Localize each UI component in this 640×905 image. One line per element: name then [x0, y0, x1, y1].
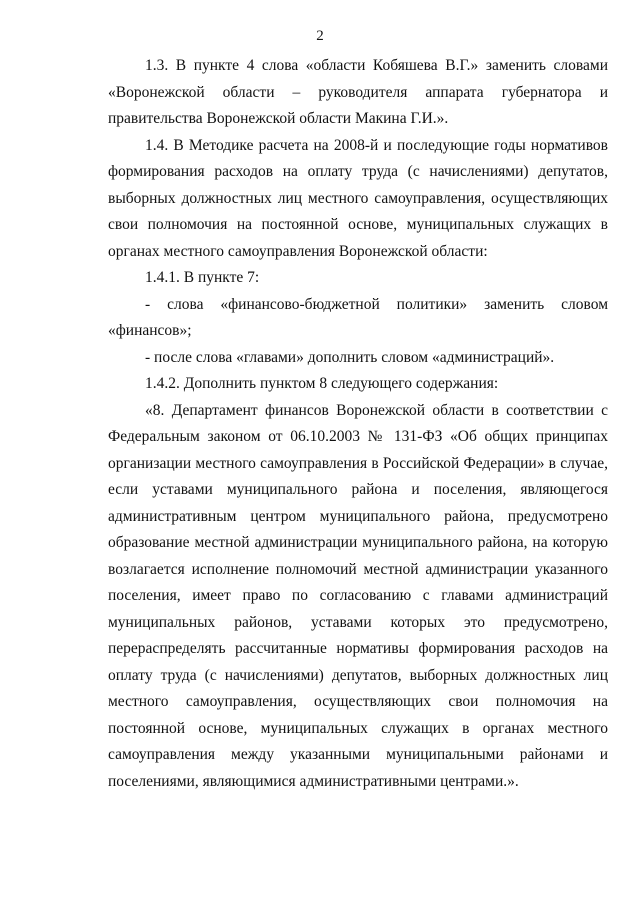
paragraph-8: «8. Департамент финансов Воронежской области в соответствии с Федеральным законом от 06.10.2003 № 131-ФЗ «Об общих принципах организации местного самоуправления в Российской Федерации» в случае, если уставами муниципального района и поселения, являющегося административным центром муниципального района, предусмотрено образование местной администрации муниципального района, на которую возлагается исполнение полномочий местной администрации указанного поселения, имеет право по согласованию с главами администраций муниципальных районов, уставами которых это предусмотрено, перераспределять рассчитанные нормативы формирования расходов на оплату труда (с начислениями) депутатов, выборных должностных лиц местного самоуправления, осуществляющих свои полномочия на постоянной основе, муниципальных служащих в органах местного самоуправления между указанными муниципальными районами и поселениями, являющимися административными центрами.». [108, 401, 608, 790]
list-item-dash-2: - после слова «главами» дополнить словом «администраций». [145, 348, 555, 366]
document-body [108, 53, 608, 795]
list-item-dash-1: - слова «финансово-бюджетной политики» заменить словом «финансов»; [108, 295, 608, 339]
paragraph-1-4-1: 1.4.1. В пункте 7: [145, 269, 260, 286]
paragraph-1-4-2: 1.4.2. Дополнить пунктом 8 следующего содержания: [145, 375, 499, 392]
paragraph-1-4: 1.4. В Методике расчета на 2008-й и последующие годы нормативов формирования расходов на оплату труда (с начислениями) депутатов, выборных должностных лиц местного самоуправления, осуществляющих свои полномочия на постоянной основе, муниципальных служащих в органах местного самоуправления Воронежской области: [108, 136, 608, 260]
page-number: 2 [316, 28, 324, 44]
paragraph-1-3: 1.3. В пункте 4 слова «области Кобяшева В.Г.» заменить словами «Воронежской области – руководителя аппарата губернатора и правительства Воронежской области Макина Г.И.». [108, 57, 608, 127]
